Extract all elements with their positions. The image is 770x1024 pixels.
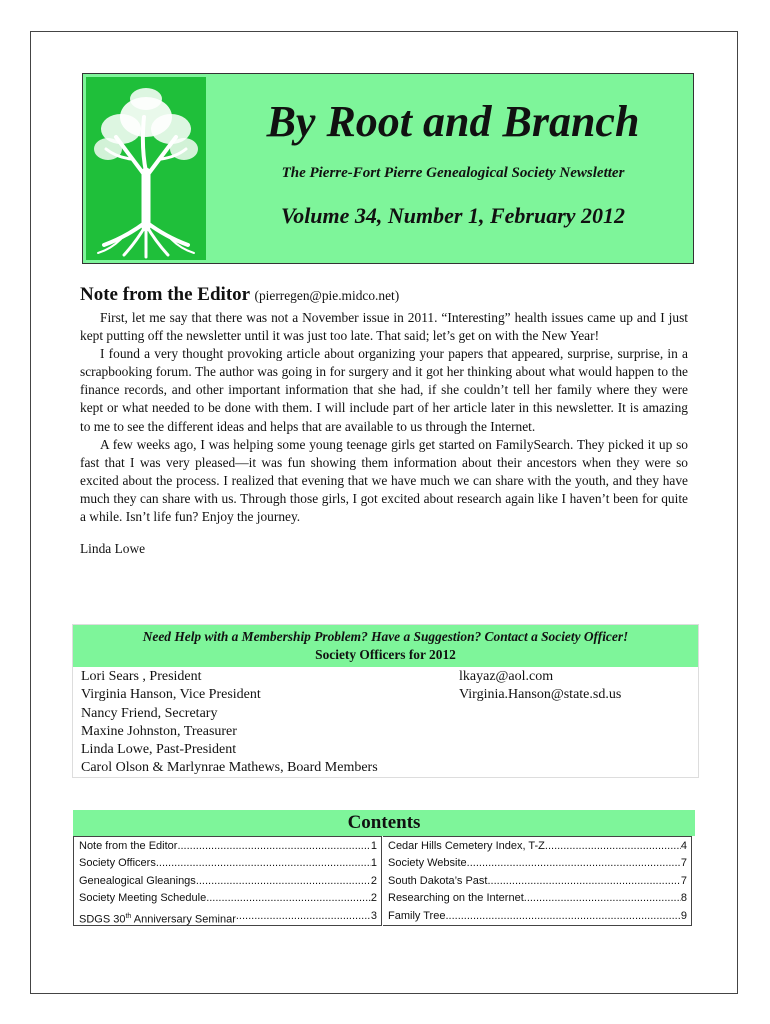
tree-logo xyxy=(86,77,206,260)
officers-help-line: Need Help with a Membership Problem? Have a Suggestion? Contact a Society Officer! xyxy=(142,629,629,644)
officer-entry: Virginia Hanson, Vice President xyxy=(81,687,261,703)
toc-entry[interactable]: Note from the Editor ..... 1 xyxy=(79,838,377,855)
toc-entry[interactable]: Cedar Hills Cemetery Index, T-Z ..... 4 xyxy=(388,838,687,855)
toc-entry[interactable]: South Dakota’s Past ..... 7 xyxy=(388,873,687,890)
newsletter-title: By Root and Branch xyxy=(266,97,640,146)
officers-list xyxy=(81,668,378,778)
toc-entry[interactable]: Society Officers ..... 1 xyxy=(79,855,377,872)
toc-left-column xyxy=(73,836,382,926)
newsletter-subtitle: The Pierre-Fort Pierre Genealogical Society Newsletter xyxy=(281,165,625,181)
officer-entry: Linda Lowe, Past-President xyxy=(81,742,237,758)
editor-note xyxy=(80,284,688,558)
officers-box xyxy=(72,624,699,778)
editor-email: (pierregen@pie.midco.net) xyxy=(254,288,400,303)
officers-heading: Society Officers for 2012 xyxy=(315,647,456,662)
officers-header xyxy=(73,625,698,667)
officer-entry: Carol Olson & Marlynrae Mathews, Board Members xyxy=(81,760,378,776)
toc-entry[interactable]: SDGS 30th Anniversary Seminar ..... 3 xyxy=(79,908,377,929)
officer-entry: Maxine Johnston, Treasurer xyxy=(81,723,237,739)
officers-emails xyxy=(459,668,621,705)
editor-paragraph: I found a very thought provoking article about organizing your papers that appeared, surprise, surprise, in a scrapbooking forum. The author was going in for surgery and it got her thinking about what would happen to the finance records, and other important information that she had, if she couldn’t tell her family where they were kept or what needed to be done with them. I will include part of her article later in this newsletter. It is amazing to me to see the different ideas and helps that are available to us through the Internet. xyxy=(80,346,688,434)
editor-signature: Linda Lowe xyxy=(80,541,146,557)
toc-entry[interactable]: Family Tree ..... 9 xyxy=(388,908,687,925)
tree-icon xyxy=(86,77,206,260)
toc-right-column xyxy=(383,836,692,926)
masthead-banner xyxy=(82,73,694,264)
officer-email[interactable]: lkayaz@aol.com xyxy=(459,669,554,684)
officer-email[interactable]: Virginia.Hanson@state.sd.us xyxy=(459,687,622,703)
officer-entry: Nancy Friend, Secretary xyxy=(81,705,218,721)
editor-paragraph: First, let me say that there was not a November issue in 2011. “Interesting” health issues came up and I just kept putting off the newsletter until it was just too late. That said; let’s get on with the New Year! xyxy=(80,310,688,344)
contents-box xyxy=(73,810,695,927)
officer-entry: Lori Sears , President xyxy=(81,669,202,684)
toc-entry[interactable]: Society Meeting Schedule ..... 2 xyxy=(79,890,377,907)
issue-volume: Volume 34, Number 1, February 2012 xyxy=(280,203,626,228)
toc-entry[interactable]: Society Website ..... 7 xyxy=(388,855,687,872)
editor-paragraph: A few weeks ago, I was helping some young teenage girls get started on FamilySearch. They picked it up so fast that I was very pleased—it was fun showing them information about their ancestors when they were so excited about the process. I realized that evening that we have much we can share with the youth, and they have much they can share with us. Through those girls, I got excited about research again like I haven’t been for quite a while. Isn’t life fun? Enjoy the journey. xyxy=(80,436,688,525)
editor-note-heading: Note from the Editor (pierregen@pie.midco.net) xyxy=(80,284,400,305)
toc-entry[interactable]: Genealogical Gleanings ..... 2 xyxy=(79,873,377,890)
contents-heading: Contents xyxy=(73,810,695,836)
toc-entry[interactable]: Researching on the Internet ..... 8 xyxy=(388,890,687,907)
